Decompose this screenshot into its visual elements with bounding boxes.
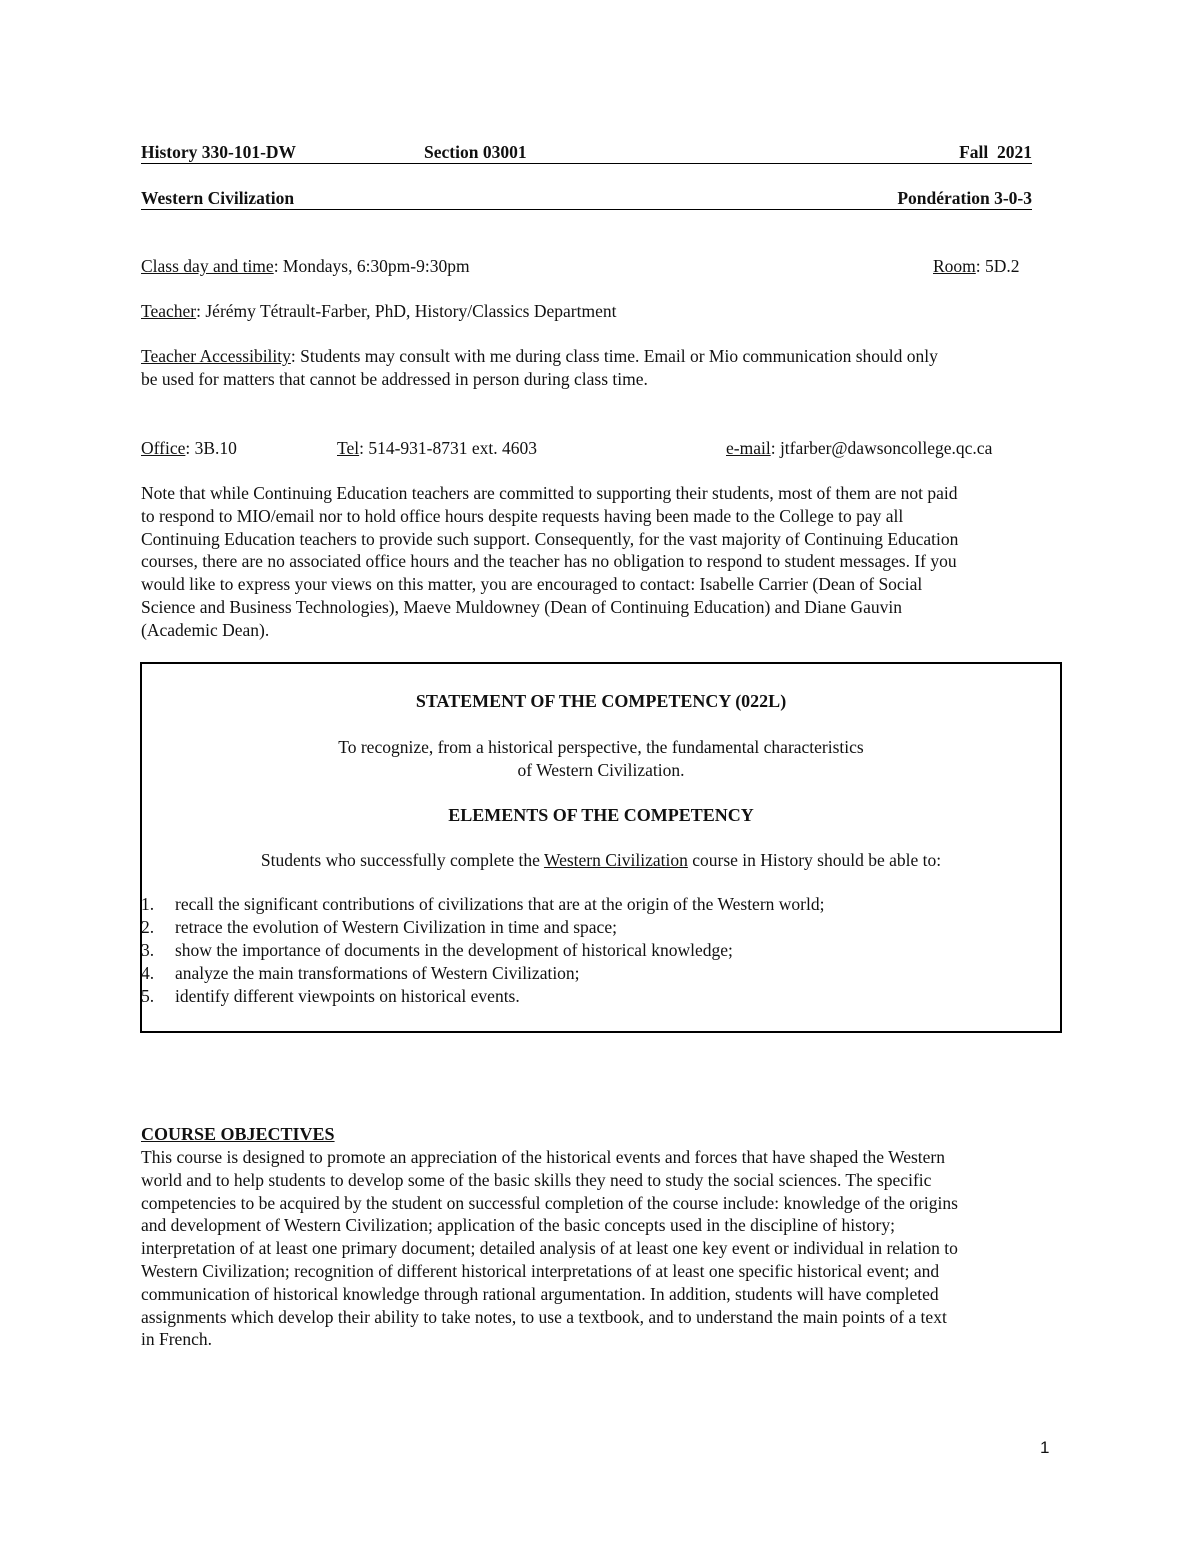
email-row xyxy=(726,437,992,460)
note-line: courses, there are no associated office hours and the teacher has no obligation to respond to student messages. If you xyxy=(141,551,957,572)
class-time-row xyxy=(141,255,470,278)
tel-row xyxy=(337,437,537,460)
objectives-line: Western Civilization; recognition of different historical interpretations of at least one specific historical event; and xyxy=(141,1260,940,1281)
list-item-text: recall the significant contributions of civilizations that are at the origin of the Western world; xyxy=(175,894,825,914)
list-item-text: retrace the evolution of Western Civilization in time and space; xyxy=(175,917,617,937)
accessibility-line-2: be used for matters that cannot be addressed in person during class time. xyxy=(141,369,648,389)
elements-title: ELEMENTS OF THE COMPETENCY xyxy=(448,805,754,825)
objectives-line: assignments which develop their ability to take notes, to use a textbook, and to understand the main points of a text xyxy=(141,1306,947,1327)
room-value: : 5D.2 xyxy=(975,256,1020,276)
header-row-course xyxy=(141,141,1032,164)
elements-intro-pre: Students who successfully complete the xyxy=(260,850,544,870)
objectives-line: communication of historical knowledge through rational argumentation. In addition, students will have completed xyxy=(141,1283,939,1304)
note-line: Continuing Education teachers to provide such support. Consequently, for the vast majority of Continuing Education xyxy=(141,528,959,549)
page-number: 1 xyxy=(1040,1438,1050,1457)
ponderation: Pondération 3-0-3 xyxy=(897,188,1032,208)
note-line: Note that while Continuing Education teachers are committed to supporting their students, most of them are not paid xyxy=(141,483,958,503)
term: Fall 2021 xyxy=(959,142,1032,162)
list-item-number: 2. xyxy=(141,917,155,937)
statement-line-1: To recognize, from a historical perspective, the fundamental characteristics xyxy=(338,737,864,757)
course-objectives-paragraph xyxy=(141,1146,1041,1351)
teacher-value: : Jérémy Tétrault-Farber, PhD, History/Classics Department xyxy=(196,301,617,321)
list-item-number: 1. xyxy=(141,894,155,914)
elements-intro-post: course in History should be able to: xyxy=(687,850,942,870)
objectives-line: world and to help students to develop some of the basic skills they need to study the social sciences. The specific xyxy=(141,1169,932,1190)
list-item-number: 3. xyxy=(141,940,155,960)
section-number: Section 03001 xyxy=(424,142,527,162)
accessibility-label: Teacher Accessibility xyxy=(141,346,291,366)
objectives-line: and development of Western Civilization; application of the basic concepts used in the discipline of history; xyxy=(141,1215,895,1236)
elements-intro xyxy=(142,849,1060,872)
office-label: Office xyxy=(141,438,186,458)
course-objectives-title: COURSE OBJECTIVES xyxy=(141,1124,335,1144)
elements-intro-course: Western Civilization xyxy=(543,850,688,870)
note-paragraph xyxy=(141,482,1041,642)
class-time-value: : Mondays, 6:30pm-9:30pm xyxy=(273,256,470,276)
list-item-text: show the importance of documents in the development of historical knowledge; xyxy=(175,940,733,960)
list-item-text: analyze the main transformations of Western Civilization; xyxy=(175,963,580,983)
list-item-number: 4. xyxy=(141,963,155,983)
note-line: would like to express your views on this matter, you are encouraged to contact: Isabelle Carrier (Dean of Social xyxy=(141,574,923,595)
course-code: History 330-101-DW xyxy=(141,142,297,162)
note-line: (Academic Dean). xyxy=(141,619,270,640)
office-row xyxy=(141,437,237,460)
tel-value: : 514-931-8731 ext. 4603 xyxy=(359,438,538,458)
teacher-label: Teacher xyxy=(141,301,197,321)
office-value: : 3B.10 xyxy=(185,438,237,458)
accessibility-line-1: : Students may consult with me during class time. Email or Mio communication should only xyxy=(290,346,938,366)
objectives-line: interpretation of at least one primary document; detailed analysis of at least one key event or individual in relation to xyxy=(141,1238,958,1259)
course-title: Western Civilization xyxy=(141,188,295,208)
statement-line-2: of Western Civilization. xyxy=(517,760,685,780)
room-label: Room xyxy=(933,256,976,276)
email-value: : jtfarber@dawsoncollege.qc.ca xyxy=(770,438,993,458)
objectives-line: This course is designed to promote an appreciation of the historical events and forces that have shaped the Western xyxy=(141,1147,945,1167)
note-line: to respond to MIO/email nor to hold office hours despite requests having been made to the College to pay all xyxy=(141,505,904,526)
tel-label: Tel xyxy=(337,438,360,458)
teacher-row xyxy=(141,300,616,323)
statement-title: STATEMENT OF THE COMPETENCY (022L) xyxy=(415,691,787,711)
list-item-text: identify different viewpoints on historical events. xyxy=(175,986,520,1006)
email-label: e-mail xyxy=(726,438,771,458)
header-row-title xyxy=(141,187,1032,210)
objectives-line: competencies to be acquired by the student on successful completion of the course include: knowledge of the origins xyxy=(141,1192,958,1213)
list-item-number: 5. xyxy=(141,986,155,1006)
objectives-line: in French. xyxy=(141,1329,212,1350)
class-time-label: Class day and time xyxy=(141,256,274,276)
accessibility-row xyxy=(141,345,938,368)
note-line: Science and Business Technologies), Maeve Muldowney (Dean of Continuing Education) and Diane Gauvin xyxy=(141,596,902,617)
room-row xyxy=(933,255,1020,278)
